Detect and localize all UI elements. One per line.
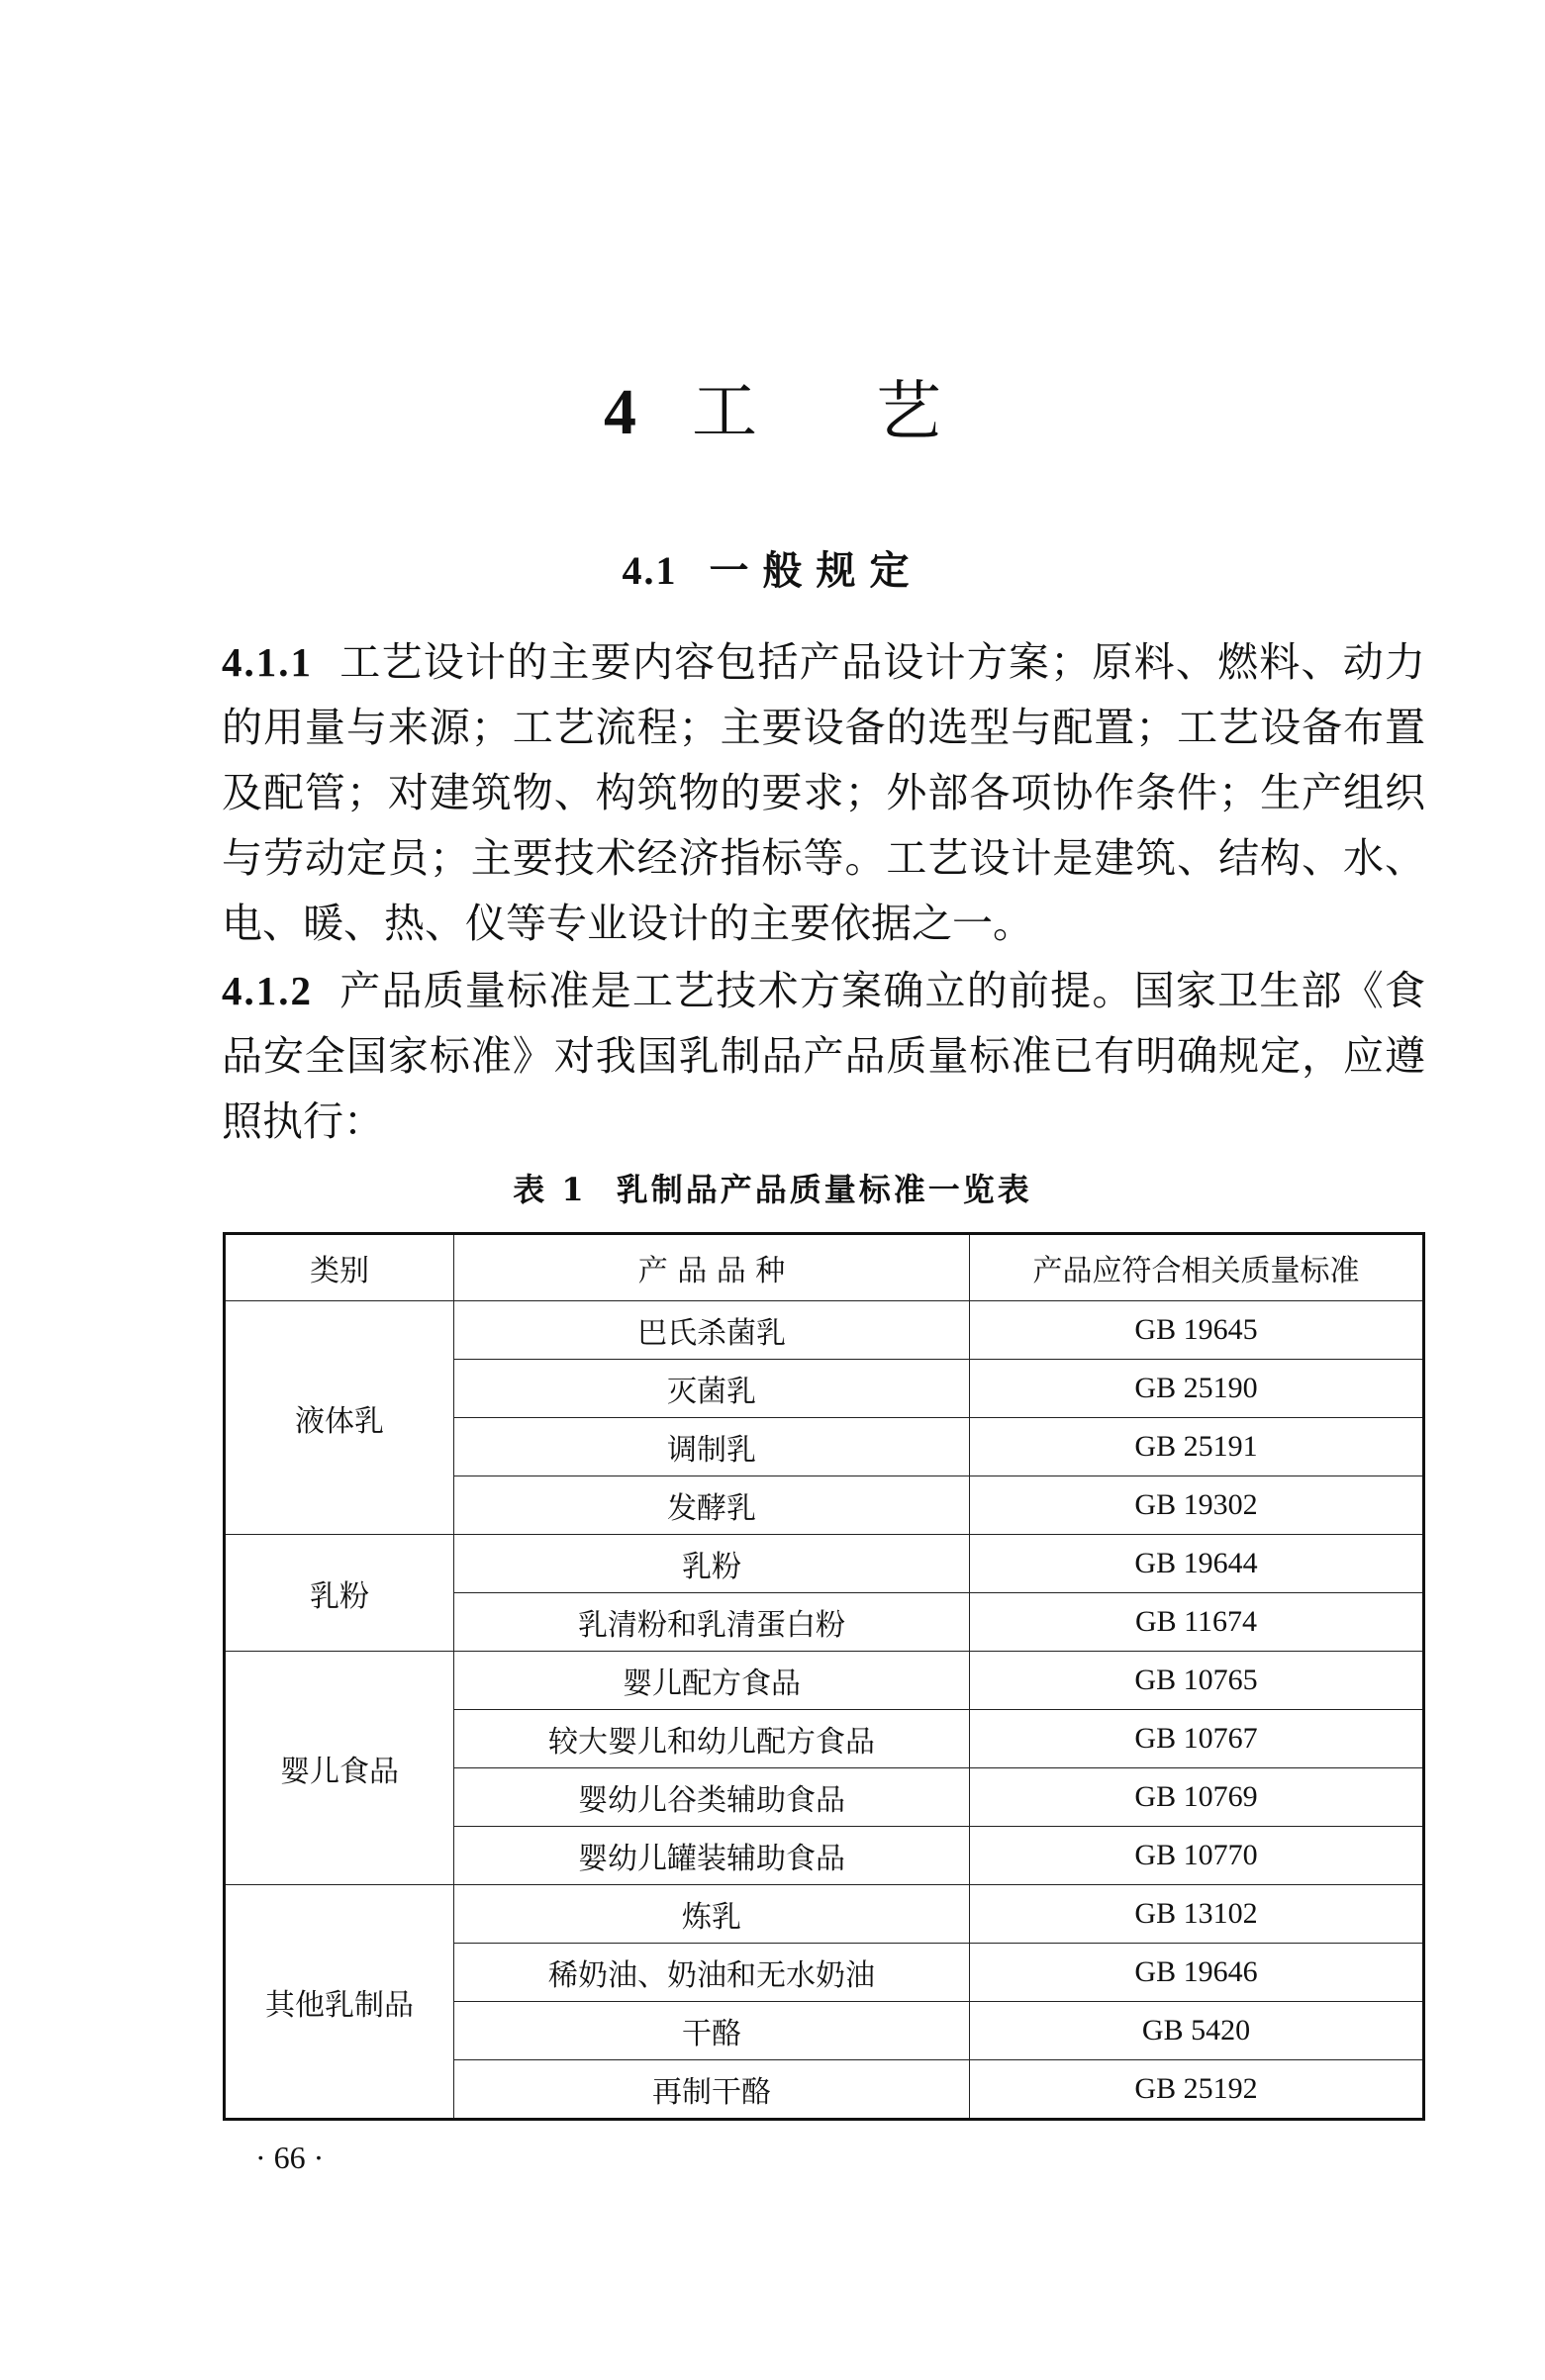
standard-cell: GB 19645 <box>970 1301 1424 1360</box>
clause-text: 工艺设计的主要内容包括产品设计方案；原料、燃料、动力的用量与来源；工艺流程；主要设备的选型与配置；工艺设备布置及配管；对建筑物、构筑物的要求；外部各项协作条件；生产组织与劳动定员；主要技术经济指标等。工艺设计是建筑、结构、水、电、暖、热、仪等专业设计的主要依据之一。 <box>222 638 1425 947</box>
standard-cell: GB 25191 <box>970 1418 1424 1476</box>
standard-cell: GB 10765 <box>970 1652 1424 1710</box>
table-row <box>225 1301 1424 1360</box>
product-cell: 婴儿配方食品 <box>454 1652 970 1710</box>
section-title: 一般规定 <box>709 547 923 594</box>
product-cell: 炼乳 <box>454 1885 970 1944</box>
table-header-row <box>225 1234 1424 1301</box>
section-number: 4.1 <box>622 548 678 593</box>
header-category: 类别 <box>225 1234 454 1301</box>
chapter-title-char-2: 艺 <box>876 373 941 449</box>
table-row <box>225 1885 1424 1944</box>
table-row <box>225 1652 1424 1710</box>
clause-number: 4.1.1 <box>222 639 313 685</box>
clause-number: 4.1.2 <box>222 968 313 1013</box>
table-row <box>225 1535 1424 1593</box>
product-cell: 再制干酪 <box>454 2060 970 2120</box>
product-cell: 婴幼儿谷类辅助食品 <box>454 1768 970 1827</box>
product-cell: 稀奶油、奶油和无水奶油 <box>454 1944 970 2002</box>
table-body <box>225 1301 1424 2120</box>
standard-cell: GB 11674 <box>970 1593 1424 1652</box>
section-heading <box>0 539 1545 596</box>
standard-cell: GB 25190 <box>970 1360 1424 1418</box>
standard-cell: GB 10770 <box>970 1827 1424 1885</box>
product-cell: 乳清粉和乳清蛋白粉 <box>454 1593 970 1652</box>
quality-standards-table <box>223 1232 1425 2121</box>
clause-4-1-2 <box>222 958 1425 1154</box>
product-cell: 乳粉 <box>454 1535 970 1593</box>
standard-cell: GB 19302 <box>970 1476 1424 1535</box>
category-cell: 液体乳 <box>225 1301 454 1535</box>
category-cell: 其他乳制品 <box>225 1885 454 2120</box>
table-caption-title: 乳制品产品质量标准一览表 <box>616 1171 1032 1208</box>
page-number: · 66 · <box>255 2140 325 2175</box>
standard-cell: GB 10767 <box>970 1710 1424 1768</box>
standard-cell: GB 10769 <box>970 1768 1424 1827</box>
clause-4-1-1 <box>222 629 1425 956</box>
clause-text: 产品质量标准是工艺技术方案确立的前提。国家卫生部《食品安全国家标准》对我国乳制品产品质量标准已有明确规定，应遵照执行： <box>222 967 1425 1145</box>
category-cell: 乳粉 <box>225 1535 454 1652</box>
product-cell: 灭菌乳 <box>454 1360 970 1418</box>
standard-cell: GB 19646 <box>970 1944 1424 2002</box>
chapter-number: 4 <box>604 376 636 448</box>
product-cell: 调制乳 <box>454 1418 970 1476</box>
header-product: 产 品 品 种 <box>454 1234 970 1301</box>
chapter-title-char-1: 工 <box>692 373 757 449</box>
standard-cell: GB 25192 <box>970 2060 1424 2120</box>
product-cell: 巴氏杀菌乳 <box>454 1301 970 1360</box>
chapter-title <box>0 358 1545 452</box>
standard-cell: GB 19644 <box>970 1535 1424 1593</box>
category-cell: 婴儿食品 <box>225 1652 454 1885</box>
product-cell: 婴幼儿罐装辅助食品 <box>454 1827 970 1885</box>
table-caption-number: 表 1 <box>513 1171 587 1208</box>
product-cell: 干酪 <box>454 2002 970 2060</box>
product-cell: 发酵乳 <box>454 1476 970 1535</box>
product-cell: 较大婴儿和幼儿配方食品 <box>454 1710 970 1768</box>
standard-cell: GB 5420 <box>970 2002 1424 2060</box>
table-caption <box>0 1165 1545 1210</box>
standard-cell: GB 13102 <box>970 1885 1424 1944</box>
header-standard: 产品应符合相关质量标准 <box>970 1234 1424 1301</box>
